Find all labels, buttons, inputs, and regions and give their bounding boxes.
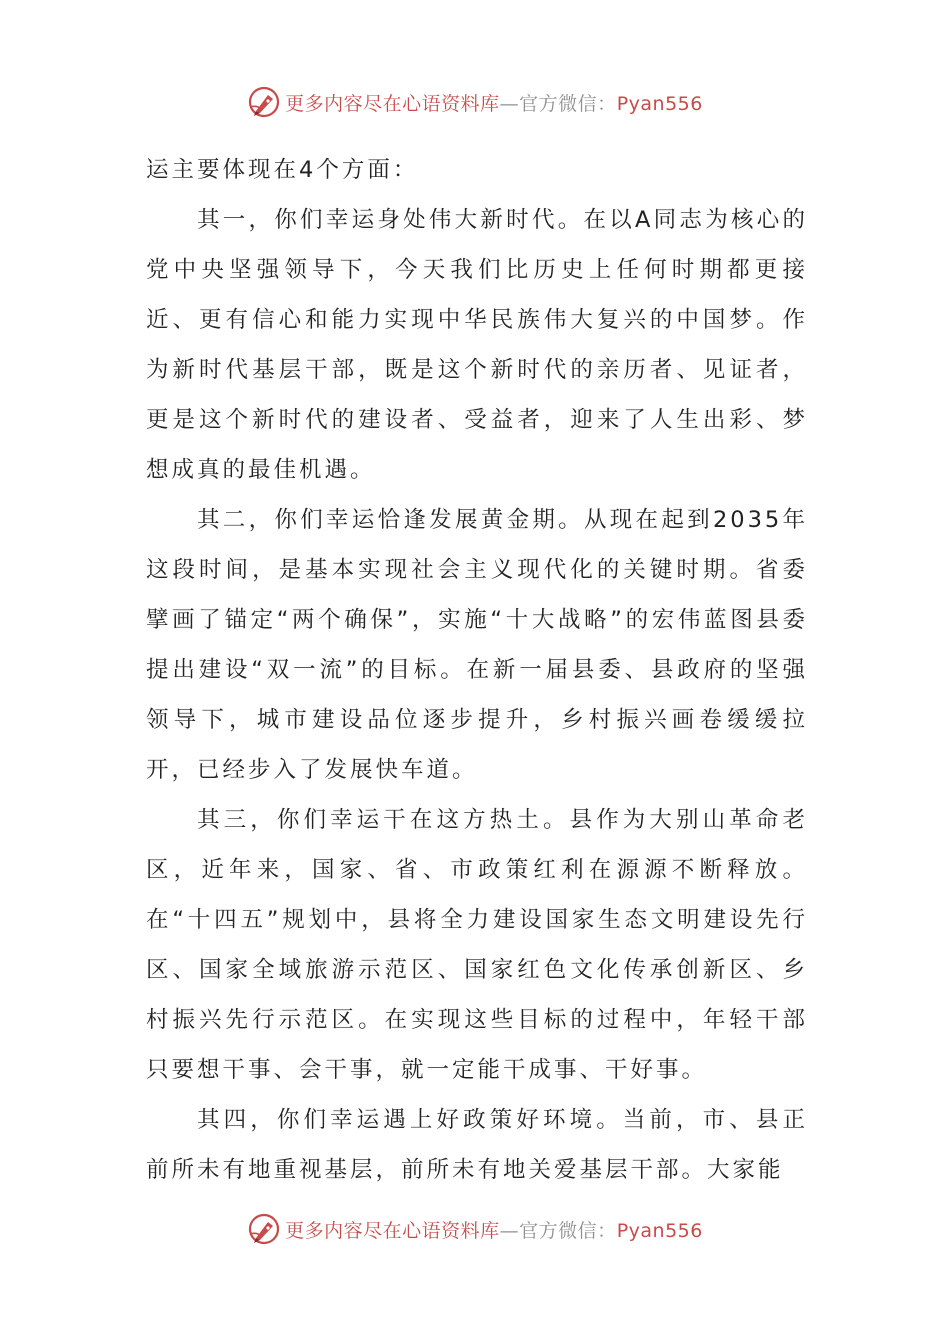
pen-nib-logo-icon <box>247 1212 281 1246</box>
header-brand-text: 更多内容尽在心语资料库 <box>285 92 500 115</box>
document-body <box>146 145 808 1195</box>
header-banner <box>0 82 950 122</box>
header-separator: — <box>499 92 520 115</box>
footer-banner-text <box>285 1216 703 1243</box>
footer-wechat-id: Pyan556 <box>616 1219 703 1242</box>
footer-brand-text: 更多内容尽在心语资料库 <box>285 1219 500 1242</box>
paragraph-third: 其三，你们幸运干在这方热土。县作为大别山革命老区，近年来，国家、省、市政策红利在源源不断释放。在“十四五”规划中，县将全力建设国家生态文明建设先行区、国家全域旅游示范区、国家红色文化传承创新区、乡村振兴先行示范区。在实现这些目标的过程中，年轻干部只要想干事、会干事，就一定能干成事、干好事。 <box>146 807 808 1083</box>
paragraph-continuation: 运主要体现在4个方面： <box>146 157 419 183</box>
paragraph-second: 其二，你们幸运恰逢发展黄金期。从现在起到2035年这段时间，是基本实现社会主义现代化的关键时期。省委擘画了锚定“两个确保”，实施“十大战略”的宏伟蓝图县委提出建设“双一流”的目标。在新一届县委、县政府的坚强领导下，城市建设品位逐步提升，乡村振兴画卷缓缓拉开，已经步入了发展快车道。 <box>146 507 808 783</box>
header-banner-text <box>285 89 703 116</box>
header-wechat-id: Pyan556 <box>616 92 703 115</box>
footer-wechat-label: 官方微信： <box>519 1219 617 1242</box>
paragraph-fourth: 其四，你们幸运遇上好政策好环境。当前，市、县正前所未有地重视基层，前所未有地关爱基层干部。大家能 <box>146 1107 808 1183</box>
footer-separator: — <box>499 1219 520 1242</box>
pen-nib-logo-icon <box>247 85 281 119</box>
header-wechat-label: 官方微信： <box>519 92 617 115</box>
paragraph-first: 其一，你们幸运身处伟大新时代。在以A同志为核心的党中央坚强领导下，今天我们比历史上任何时期都更接近、更有信心和能力实现中华民族伟大复兴的中国梦。作为新时代基层干部，既是这个新时代的亲历者、见证者，更是这个新时代的建设者、受益者，迎来了人生出彩、梦想成真的最佳机遇。 <box>146 207 808 483</box>
footer-banner <box>0 1209 950 1249</box>
